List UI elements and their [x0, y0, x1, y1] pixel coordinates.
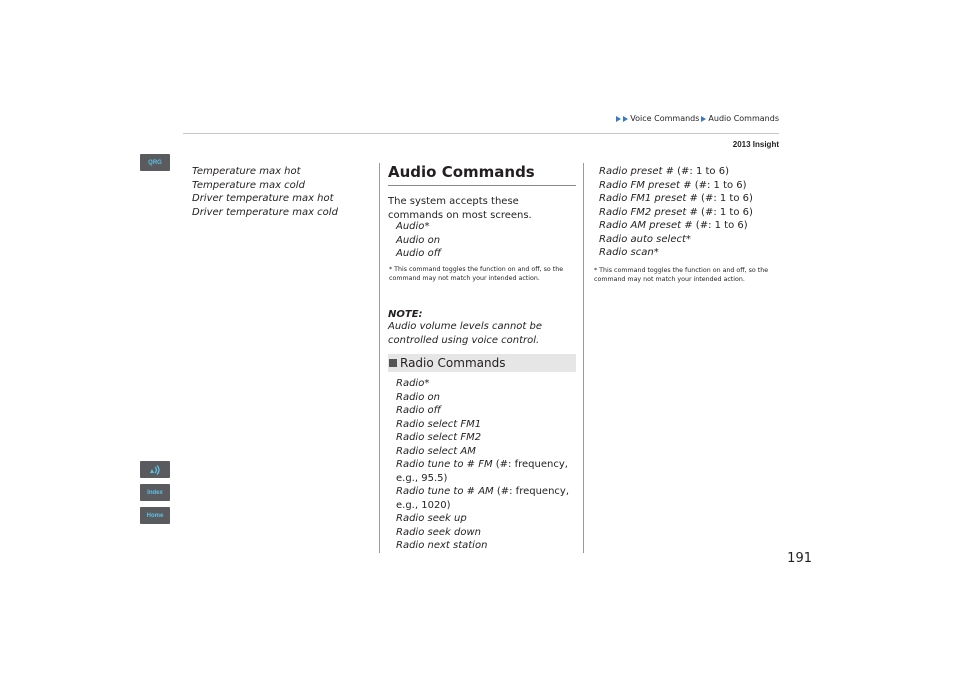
command-line: Radio FM1 preset # (#: 1 to 6) [599, 193, 753, 204]
section-title: Radio Commands [400, 356, 506, 370]
header-rule [183, 133, 779, 134]
command-line: Radio* [396, 378, 430, 389]
note-label: NOTE: [388, 309, 423, 320]
breadcrumb-arrow-icon [616, 116, 621, 122]
command-line: Radio seek down [396, 526, 481, 538]
breadcrumb-item-voice-commands[interactable]: Voice Commands [630, 114, 700, 123]
column-divider [583, 163, 584, 553]
note-text: Audio volume levels cannot be controlled using voice control. [388, 321, 543, 346]
left-column [192, 165, 338, 219]
qrg-tab[interactable]: QRG [140, 154, 170, 171]
command-line: Temperature max hot [192, 166, 301, 177]
command-line: Temperature max cold [192, 179, 305, 191]
command-line: Radio AM preset # (#: 1 to 6) [599, 220, 748, 231]
page-number: 191 [787, 551, 812, 566]
command-line: Radio seek up [396, 513, 467, 524]
right-column-command-list [599, 165, 789, 260]
command-line: Driver temperature max cold [192, 206, 338, 218]
command-line: Radio tune to # AM (#: frequency, e.g., 1020) [396, 486, 570, 511]
footnote: * This command toggles the function on and off, so the command may not match your intended action. [594, 267, 769, 283]
command-line: Radio select AM [396, 445, 476, 457]
command-line: Audio on [396, 234, 441, 246]
breadcrumb-arrow-icon [701, 116, 706, 122]
model-label: 2013 Insight [732, 140, 779, 149]
audio-command-list [396, 220, 441, 261]
column-divider [379, 163, 380, 553]
page-title: Audio Commands [388, 163, 535, 181]
title-rule [388, 185, 576, 186]
voice-tab[interactable] [140, 461, 170, 478]
home-tab[interactable]: Home [140, 507, 170, 524]
command-line: Audio* [396, 221, 430, 232]
section-square-icon [389, 359, 397, 367]
command-line: Audio off [396, 248, 441, 259]
command-line: Radio next station [396, 540, 488, 551]
index-tab[interactable]: Index [140, 484, 170, 501]
breadcrumb-arrow-icon [623, 116, 628, 122]
section-header [388, 354, 576, 372]
command-line: Radio scan* [599, 247, 659, 258]
command-line: Driver temperature max hot [192, 193, 334, 204]
radio-command-list [396, 377, 582, 553]
command-line: Radio auto select* [599, 233, 691, 245]
command-line: Radio off [396, 405, 441, 416]
command-line: Radio select FM1 [396, 418, 482, 430]
command-line: Radio on [396, 391, 440, 403]
footnote: * This command toggles the function on and off, so the command may not match your intended action. [389, 266, 564, 282]
voice-command-icon [148, 464, 162, 476]
command-line: Radio preset # (#: 1 to 6) [599, 166, 729, 177]
command-line: Radio FM preset # (#: 1 to 6) [599, 179, 747, 191]
command-line: Radio select FM2 [396, 432, 482, 443]
intro-text: The system accepts these commands on most screens. [388, 196, 532, 221]
breadcrumb [616, 114, 779, 123]
command-line: Radio FM2 preset # (#: 1 to 6) [599, 206, 753, 218]
command-line: Radio tune to # FM (#: frequency, e.g., 95.5) [396, 459, 568, 484]
breadcrumb-item-audio-commands[interactable]: Audio Commands [708, 114, 779, 123]
